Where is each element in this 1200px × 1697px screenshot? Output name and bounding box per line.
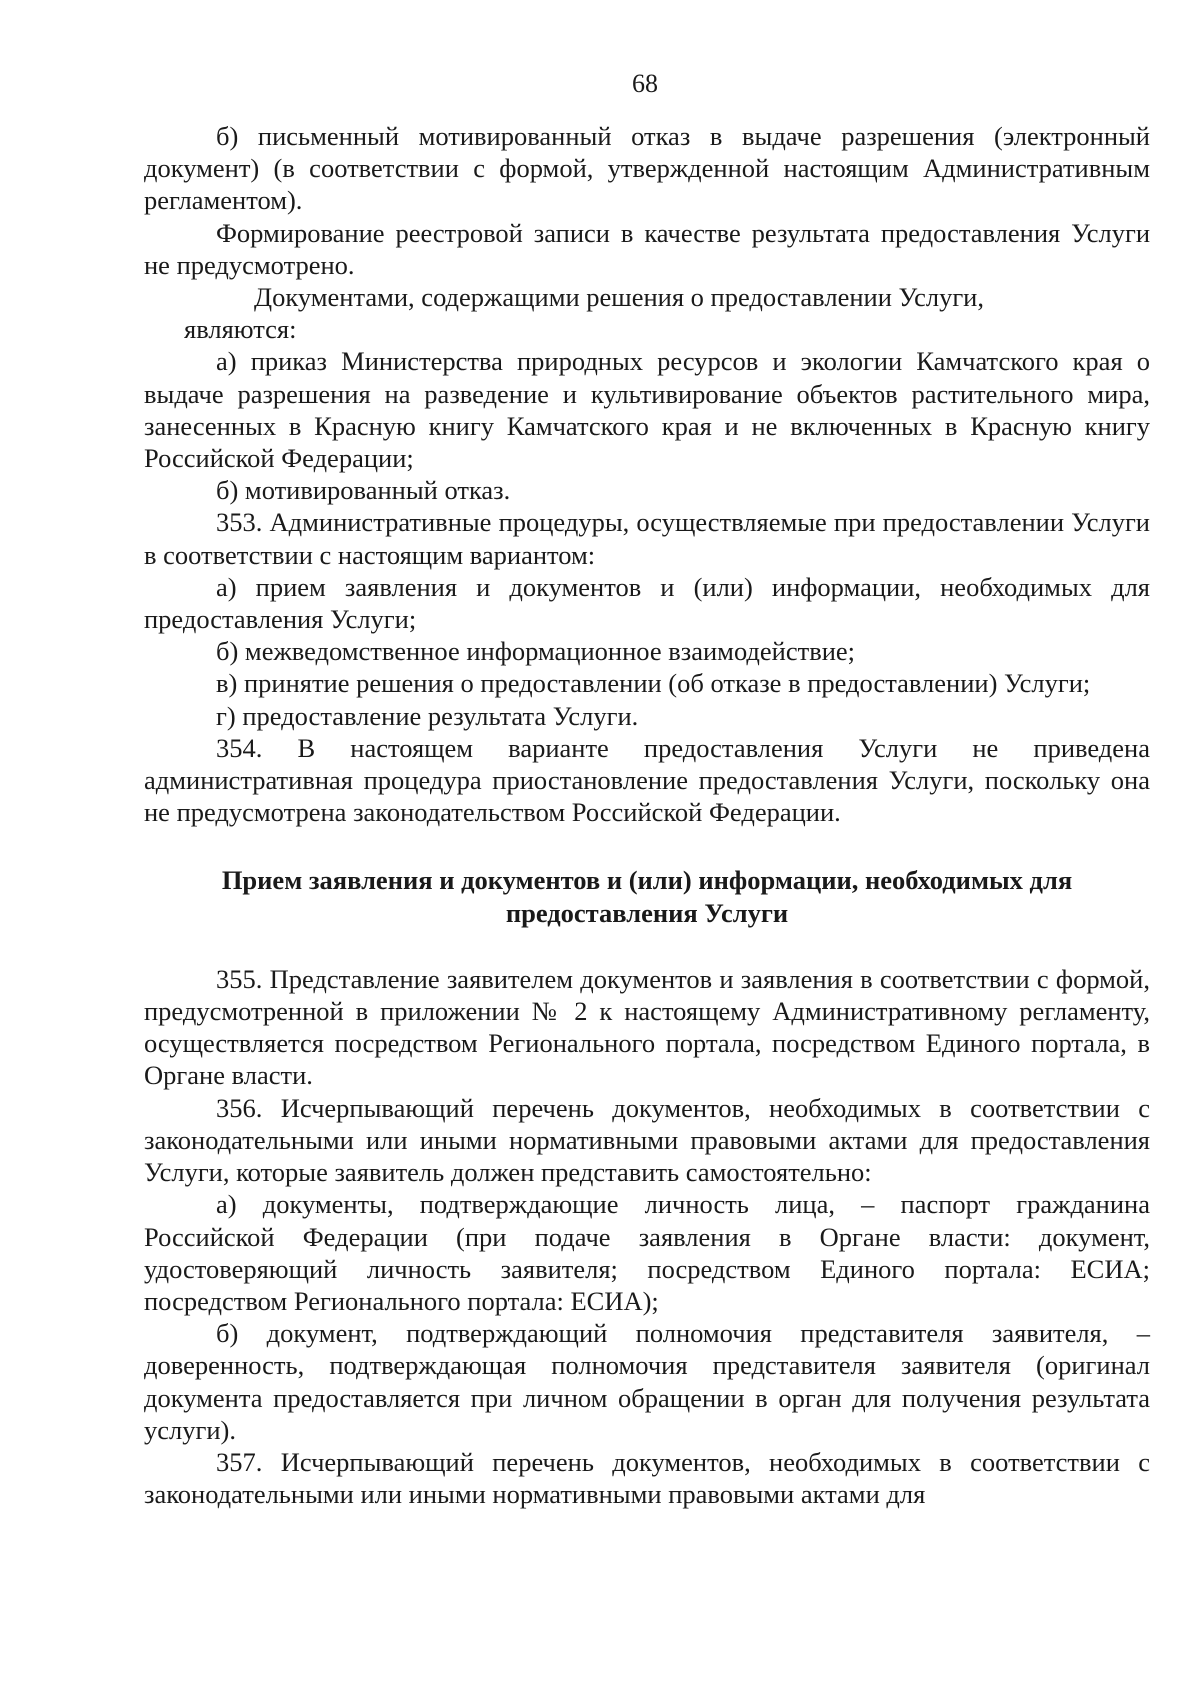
list-item: б) межведомственное информационное взаимодействие; xyxy=(216,636,856,667)
list-item: г) предоставление результата Услуги. xyxy=(216,700,639,731)
paragraph: Документами, содержащими решения о предоставлении Услуги, xyxy=(254,282,984,313)
paragraph: 356. Исчерпывающий перечень документов, необходимых в соответствии с законодательными или иными нормативными правовыми актами для предоставления Услуги, которые заявитель должен представить самостоятельно: xyxy=(144,1092,1150,1188)
paragraph: 357. Исчерпывающий перечень документов, необходимых в соответствии с законодательными или иными нормативными правовыми актами для xyxy=(144,1446,1150,1510)
list-item: в) принятие решения о предоставлении (об отказе в предоставлении) Услуги; xyxy=(216,668,1091,699)
page-number: 68 xyxy=(632,69,658,98)
list-item: б) документ, подтверждающий полномочия представителя заявителя, – доверенность, подтверждающая полномочия представителя заявителя (оригинал документа предоставляется при личном обращении в орган для получения результата услуги). xyxy=(144,1318,1150,1445)
document-body xyxy=(144,120,1150,1510)
paragraph: являются: xyxy=(184,314,297,345)
paragraph: б) письменный мотивированный отказ в выдаче разрешения (электронный документ) (в соответствии с формой, утвержденной настоящим Административным регламентом). xyxy=(144,121,1150,216)
list-item: а) документы, подтверждающие личность лица, – паспорт гражданина Российской Федерации (при подаче заявления в Органе власти: документ, удостоверяющий личность заявителя; посредством Единого портала: ЕСИА; посредством Регионального портала: ЕСИА); xyxy=(144,1189,1150,1316)
section-heading: Прием заявления и документов и (или) информации, необходимых для предоставления Услуги xyxy=(221,865,1073,928)
paragraph: Формирование реестровой записи в качестве результата предоставления Услуги не предусмотрено. xyxy=(144,217,1150,280)
list-item: а) прием заявления и документов и (или) информации, необходимых для предоставления Услуги; xyxy=(144,571,1150,635)
list-item: а) приказ Министерства природных ресурсов и экологии Камчатского края о выдаче разрешения на разведение и культивирование объектов растительного мира, занесенных в Красную книгу Камчатского края и не включенных в Красную книгу Российской Федерации; xyxy=(144,346,1150,474)
paragraph: 353. Административные процедуры, осуществляемые при предоставлении Услуги в соответствии с настоящим вариантом: xyxy=(144,507,1150,570)
list-item: б) мотивированный отказ. xyxy=(216,475,511,506)
paragraph: 354. В настоящем варианте предоставления Услуги не приведена административная процедура приостановление предоставления Услуги, поскольку она не предусмотрена законодательством Российской Федерации. xyxy=(144,732,1150,828)
paragraph: 355. Представление заявителем документов и заявления в соответствии с формой, предусмотренной в приложении № 2 к настоящему Административному регламенту, осуществляется посредством Регионального портала, посредством Единого портала, в Органе власти. xyxy=(144,963,1150,1091)
